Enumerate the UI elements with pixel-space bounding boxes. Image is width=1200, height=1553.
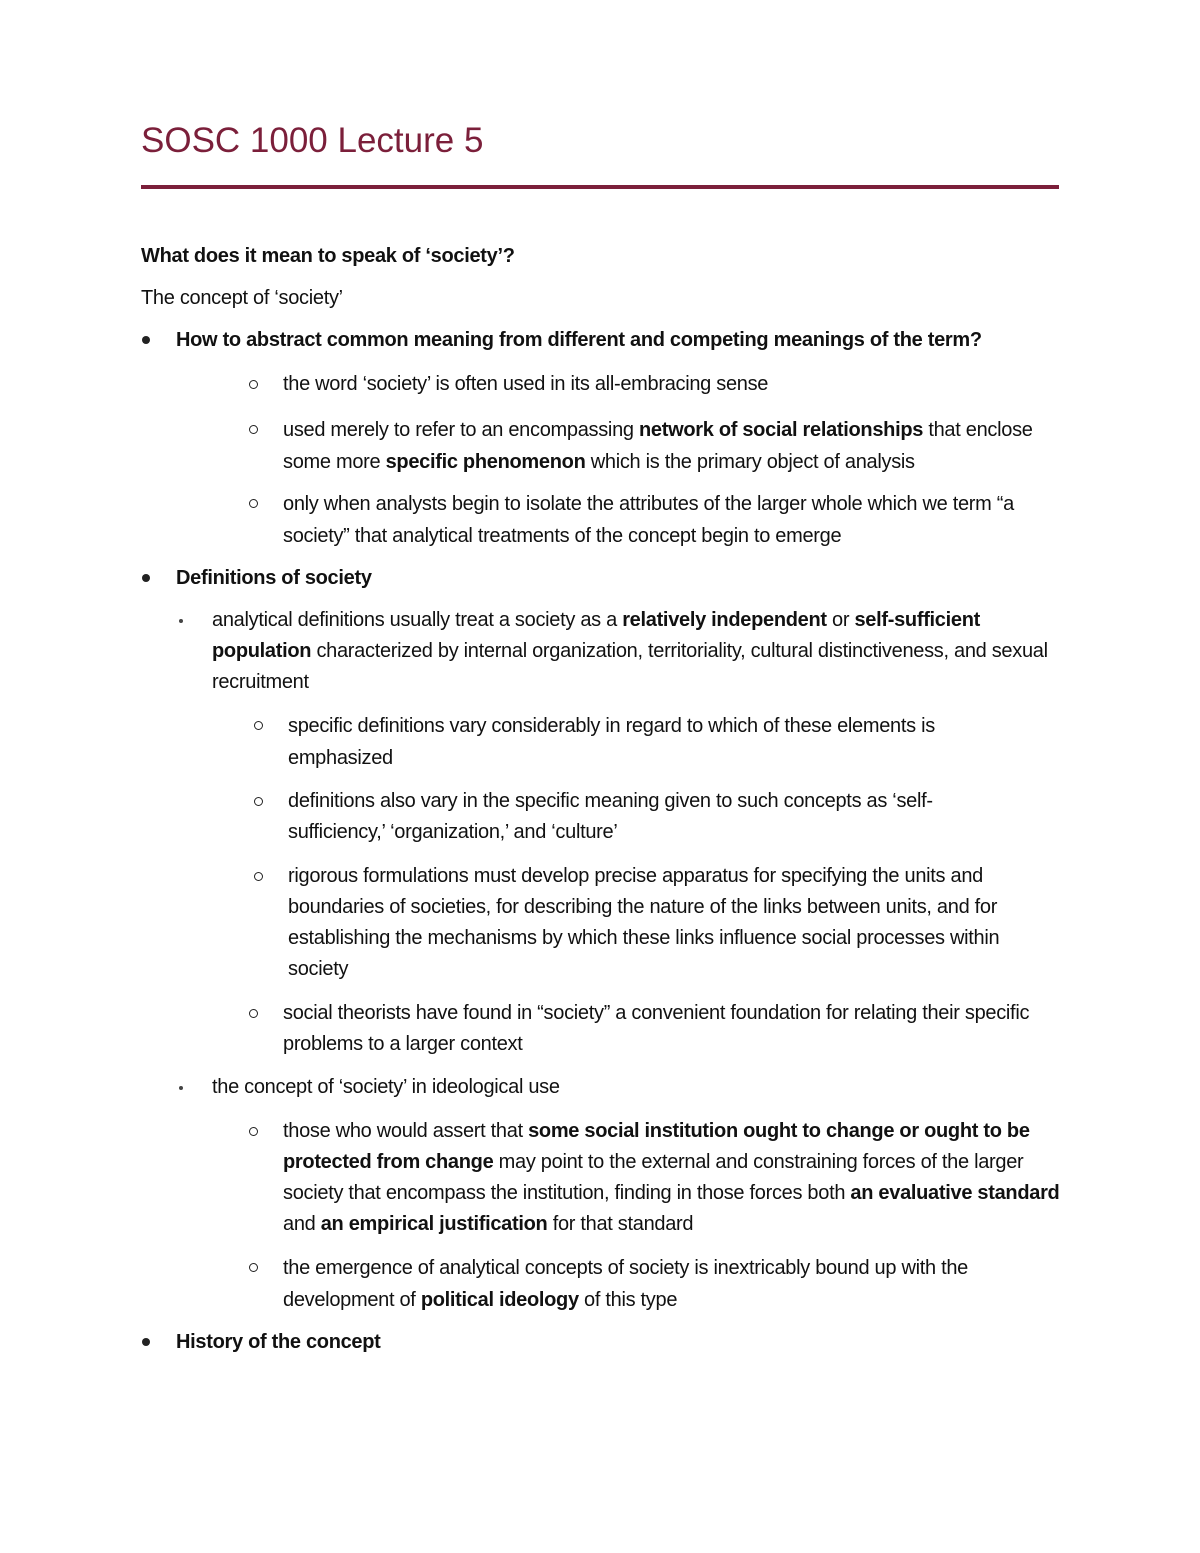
list-item: those who would assert that some social institution ought to change or ought to be protected from change may point to the external and constraining forces of the larger society that encompass the institution, finding in those forces both an evaluative standard and an empirical justification for that standard xyxy=(283,1120,1060,1235)
section-heading-definitions: Definitions of society xyxy=(176,567,372,589)
list-item: the word ‘society’ is often used in its all-embracing sense xyxy=(283,373,769,395)
small-bullet-icon xyxy=(179,1086,183,1090)
list-item: the emergence of analytical concepts of society is inextricably bound up with the development of political ideology of this type xyxy=(283,1257,968,1311)
circle-bullet-icon xyxy=(249,425,258,434)
list-item: rigorous formulations must develop precise apparatus for specifying the units and boundaries of societies, for describing the nature of the links between units, and for establishing the mechanisms by which these links influence social processes within society xyxy=(288,865,1000,980)
circle-bullet-icon xyxy=(254,797,263,806)
question-heading: What does it mean to speak of ‘society’? xyxy=(141,245,515,267)
list-item: used merely to refer to an encompassing network of social relationships that enclose some more specific phenomenon which is the primary object of analysis xyxy=(283,419,1033,473)
list-item: only when analysts begin to isolate the attributes of the larger whole which we term “a society” that analytical treatments of the concept begin to emerge xyxy=(283,493,1014,547)
small-bullet-icon xyxy=(179,619,183,623)
circle-bullet-icon xyxy=(249,1127,258,1136)
title-rule xyxy=(141,185,1059,189)
bullet-icon xyxy=(142,574,150,582)
list-item: definitions also vary in the specific meaning given to such concepts as ‘self-sufficiency,’ ‘organization,’ and ‘culture’ xyxy=(288,790,933,843)
circle-bullet-icon xyxy=(249,1263,258,1272)
list-item: specific definitions vary considerably in regard to which of these elements is emphasized xyxy=(288,715,935,769)
circle-bullet-icon xyxy=(249,499,258,508)
circle-bullet-icon xyxy=(254,872,263,881)
circle-bullet-icon xyxy=(249,380,258,389)
bullet-icon xyxy=(142,336,150,344)
section-heading-abstract-meaning: How to abstract common meaning from different and competing meanings of the term? xyxy=(176,329,982,351)
circle-bullet-icon xyxy=(249,1009,258,1018)
list-item: the concept of ‘society’ in ideological use xyxy=(212,1076,560,1098)
concept-intro: The concept of ‘society’ xyxy=(141,287,343,309)
document-page xyxy=(141,0,1061,1553)
list-item: social theorists have found in “society” a convenient foundation for relating their specific problems to a larger context xyxy=(283,1002,1030,1055)
bullet-icon xyxy=(142,1338,150,1346)
circle-bullet-icon xyxy=(254,721,263,730)
page-title: SOSC 1000 Lecture 5 xyxy=(141,121,484,160)
list-item: analytical definitions usually treat a society as a relatively independent or self-sufficient population characterized by internal organization, territoriality, cultural distinctiveness, and sexual recruitment xyxy=(212,609,1048,693)
section-heading-history: History of the concept xyxy=(176,1331,381,1353)
